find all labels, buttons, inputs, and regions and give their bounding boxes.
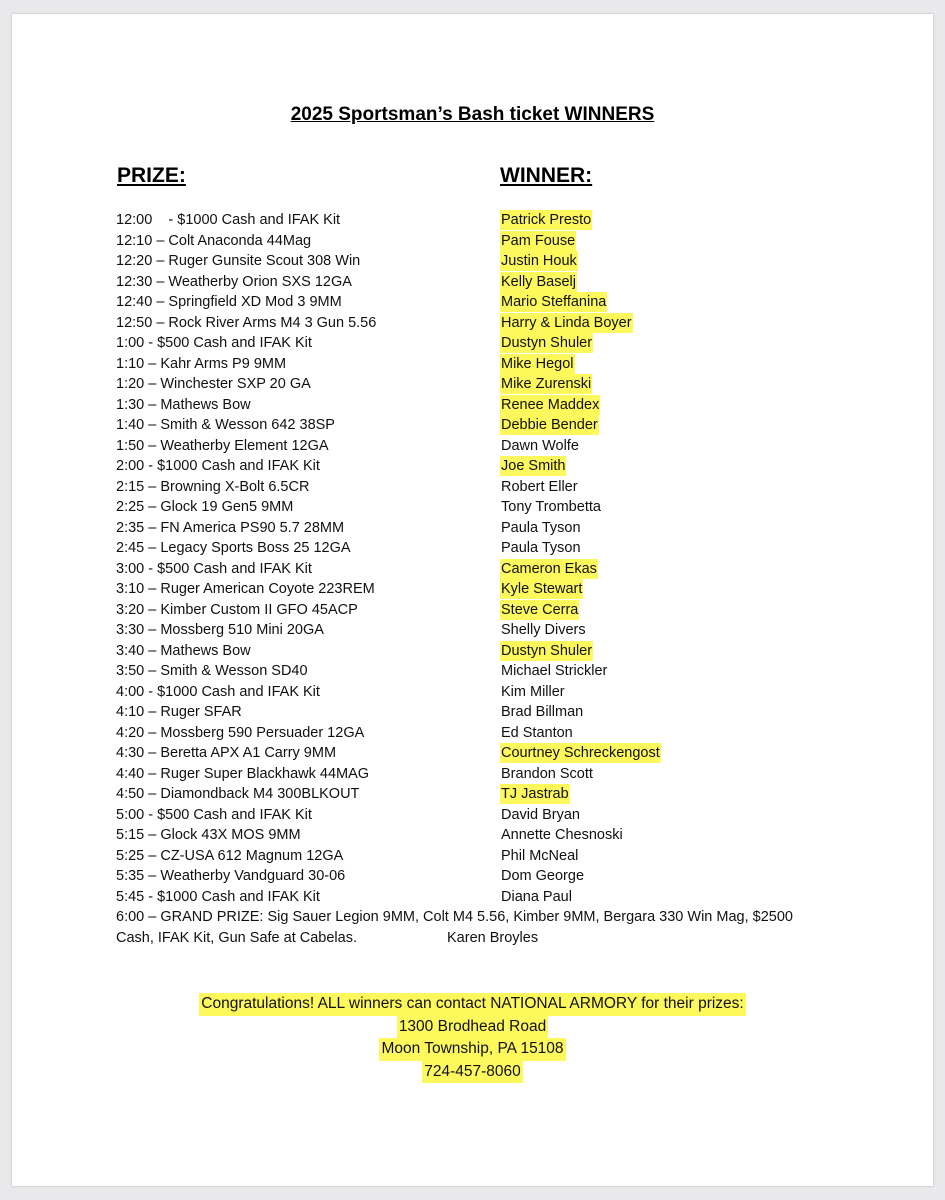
congrats-message: Congratulations! ALL winners can contact NATIONAL ARMORY for their prizes:	[199, 993, 745, 1016]
prize-cell: 3:40 – Mathews Bow	[116, 642, 251, 659]
prize-cell: 2:45 – Legacy Sports Boss 25 12GA	[116, 540, 351, 556]
table-row	[12, 518, 933, 539]
prize-cell: 1:20 – Winchester SXP 20 GA	[116, 376, 311, 392]
prize-cell: 2:15 – Browning X-Bolt 6.5CR	[116, 478, 310, 495]
winners-list	[12, 210, 933, 907]
winner-cell: Kim Miller	[501, 683, 565, 700]
prize-cell: 1:00 - $500 Cash and IFAK Kit	[116, 335, 312, 351]
winner-cell: Courtney Schreckengost	[501, 745, 660, 761]
grand-prize-row	[116, 907, 836, 948]
table-row	[12, 538, 933, 559]
prize-cell: 2:35 – FN America PS90 5.7 28MM	[116, 519, 345, 536]
table-row	[12, 866, 933, 887]
prize-cell: 5:35 – Weatherby Vandguard 30-06	[116, 868, 346, 884]
winner-cell: Annette Chesnoski	[501, 827, 623, 843]
prize-cell: 12:30 – Weatherby Orion SXS 12GA	[116, 273, 352, 290]
table-row	[12, 436, 933, 457]
prize-column-header: PRIZE:	[117, 164, 186, 187]
table-row	[12, 825, 933, 846]
table-row	[12, 661, 933, 682]
prize-cell: 12:50 – Rock River Arms M4 3 Gun 5.56	[116, 314, 377, 331]
winner-cell: Paula Tyson	[501, 540, 581, 556]
table-row	[12, 231, 933, 252]
table-row	[12, 354, 933, 375]
winner-cell: Steve Cerra	[501, 601, 579, 618]
winner-cell: Brandon Scott	[501, 765, 593, 782]
table-row	[12, 415, 933, 436]
table-row	[12, 743, 933, 764]
winner-cell: Justin Houk	[501, 253, 577, 269]
table-row	[12, 805, 933, 826]
winner-cell: Pam Fouse	[501, 232, 576, 249]
table-row	[12, 641, 933, 662]
winner-cell: Shelly Divers	[501, 622, 586, 638]
winner-cell: Mario Steffanina	[501, 294, 607, 310]
winner-cell: Dom George	[501, 868, 585, 884]
grand-prize-line-2: Cash, IFAK Kit, Gun Safe at Cabelas.	[116, 929, 357, 946]
table-row	[12, 682, 933, 703]
winner-cell: Kyle Stewart	[501, 581, 583, 597]
prize-cell: 4:00 - $1000 Cash and IFAK Kit	[116, 683, 320, 700]
document-page	[12, 14, 933, 1186]
prize-cell: 4:50 – Diamondback M4 300BLKOUT	[116, 786, 360, 802]
prize-cell: 2:25 – Glock 19 Gen5 9MM	[116, 499, 294, 515]
winner-cell: Brad Billman	[501, 704, 584, 720]
prize-cell: 1:30 – Mathews Bow	[116, 396, 251, 413]
winner-cell: Paula Tyson	[501, 519, 581, 536]
table-row	[12, 600, 933, 621]
prize-cell: 3:30 – Mossberg 510 Mini 20GA	[116, 622, 324, 638]
prize-cell: 5:45 - $1000 Cash and IFAK Kit	[116, 888, 320, 905]
table-row	[12, 579, 933, 600]
table-row	[12, 784, 933, 805]
winner-cell: Ed Stanton	[501, 724, 573, 741]
prize-cell: 2:00 - $1000 Cash and IFAK Kit	[116, 458, 320, 474]
table-row	[12, 764, 933, 785]
table-row	[12, 333, 933, 354]
prize-cell: 5:00 - $500 Cash and IFAK Kit	[116, 806, 312, 823]
prize-cell: 12:40 – Springfield XD Mod 3 9MM	[116, 294, 342, 310]
prize-cell: 3:10 – Ruger American Coyote 223REM	[116, 581, 375, 597]
phone-number: 724-457-8060	[422, 1061, 523, 1084]
prize-cell: 4:20 – Mossberg 590 Persuader 12GA	[116, 724, 365, 741]
winner-cell: Renee Maddex	[501, 396, 600, 413]
winner-cell: Michael Strickler	[501, 663, 608, 679]
table-row	[12, 272, 933, 293]
table-row	[12, 374, 933, 395]
winner-cell: Robert Eller	[501, 478, 578, 495]
winner-cell: TJ Jastrab	[501, 786, 569, 802]
winner-cell: Diana Paul	[501, 888, 572, 905]
grand-prize-winner: Karen Broyles	[447, 929, 539, 946]
address-line-2: Moon Township, PA 15108	[379, 1038, 565, 1061]
winner-cell: Phil McNeal	[501, 847, 579, 864]
winner-cell: Dustyn Shuler	[501, 335, 593, 351]
table-row	[12, 251, 933, 272]
prize-cell: 5:25 – CZ-USA 612 Magnum 12GA	[116, 847, 344, 864]
winner-cell: Harry & Linda Boyer	[501, 314, 632, 331]
grand-prize-line-1: 6:00 – GRAND PRIZE: Sig Sauer Legion 9MM, Colt M4 5.56, Kimber 9MM, Bergara 330 Win Mag, $2500	[116, 909, 793, 925]
winner-cell: Dustyn Shuler	[501, 642, 593, 659]
prize-cell: 4:10 – Ruger SFAR	[116, 704, 242, 720]
prize-cell: 1:40 – Smith & Wesson 642 38SP	[116, 417, 335, 433]
winner-cell: Patrick Presto	[501, 212, 592, 228]
winner-cell: Joe Smith	[501, 458, 566, 474]
winner-column-header: WINNER:	[500, 164, 593, 187]
table-row	[12, 887, 933, 908]
prize-cell: 12:20 – Ruger Gunsite Scout 308 Win	[116, 253, 361, 269]
table-row	[12, 620, 933, 641]
table-row	[12, 313, 933, 334]
prize-cell: 3:00 - $500 Cash and IFAK Kit	[116, 560, 312, 577]
prize-cell: 12:10 – Colt Anaconda 44Mag	[116, 232, 312, 249]
winner-cell: Dawn Wolfe	[501, 437, 579, 454]
prize-cell: 4:40 – Ruger Super Blackhawk 44MAG	[116, 765, 370, 782]
winner-cell: David Bryan	[501, 806, 580, 823]
prize-cell: 3:50 – Smith & Wesson SD40	[116, 663, 308, 679]
winner-cell: Cameron Ekas	[501, 560, 597, 577]
winner-cell: Mike Hegol	[501, 355, 574, 372]
prize-cell: 3:20 – Kimber Custom II GFO 45ACP	[116, 601, 358, 618]
prize-cell: 1:50 – Weatherby Element 12GA	[116, 437, 329, 454]
table-row	[12, 456, 933, 477]
table-row	[12, 395, 933, 416]
winner-cell: Debbie Bender	[501, 417, 598, 433]
page-title: 2025 Sportsman’s Bash ticket WINNERS	[290, 104, 655, 125]
table-row	[12, 210, 933, 231]
contact-section	[12, 993, 933, 1083]
prize-cell: 4:30 – Beretta APX A1 Carry 9MM	[116, 745, 337, 761]
table-row	[12, 477, 933, 498]
table-row	[12, 292, 933, 313]
prize-cell: 1:10 – Kahr Arms P9 9MM	[116, 355, 287, 372]
prize-cell: 5:15 – Glock 43X MOS 9MM	[116, 827, 301, 843]
table-row	[12, 559, 933, 580]
prize-cell: 12:00 - $1000 Cash and IFAK Kit	[116, 212, 341, 228]
winner-cell: Kelly Baselj	[501, 273, 576, 290]
table-row	[12, 702, 933, 723]
table-row	[12, 723, 933, 744]
winner-cell: Mike Zurenski	[501, 376, 592, 392]
address-line-1: 1300 Brodhead Road	[397, 1016, 548, 1039]
table-row	[12, 846, 933, 867]
winner-cell: Tony Trombetta	[501, 499, 601, 515]
table-row	[12, 497, 933, 518]
